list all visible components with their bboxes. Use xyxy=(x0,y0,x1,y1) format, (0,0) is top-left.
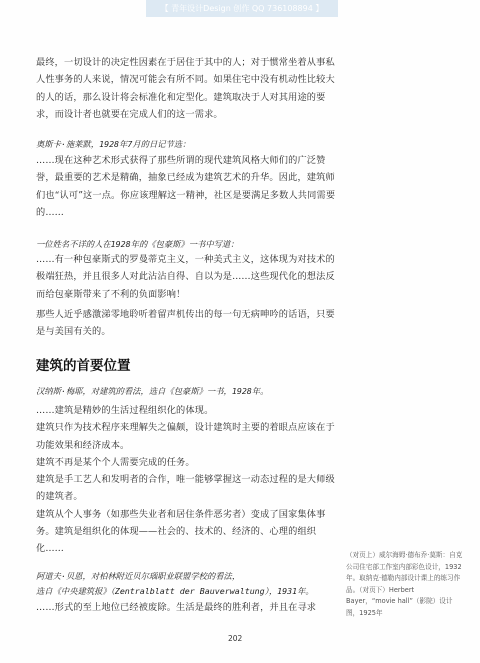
quote-schlemmer-heading: 奥斯卡·施莱默，1928年7月的日记节选： xyxy=(36,139,191,149)
page-number: 202 xyxy=(228,634,243,643)
quote-schlemmer-body: ……现在这种艺术形式获得了那些所谓的现代建筑风格大师们的广泛赞誉，最重要的艺术是精确，抽象已经成为建筑艺术的升华。因此，建筑师们也“认可”这一点。你应该理解这一精神，社区是要满足多数人共同需要的…… xyxy=(36,155,336,218)
quote-meyer-body xyxy=(36,402,336,558)
quote-anonymous-body: ……有一种包豪斯式的罗曼蒂克主义，一种美式主义，这体现为对技术的极端狂热，并且很多人对此沾沾自得、自以为是……这些现代化的想法反而给包豪斯带来了不利的负面影响！ xyxy=(36,254,335,300)
quote-behne-heading-line1: 阿道夫·贝恩，对柏林附近贝尔瑙职业联盟学校的看法， xyxy=(36,571,241,581)
intro-paragraph: 最终，一切设计的决定性因素在于居住于其中的人；对于惯常坐着从事私人性事务的人来说，情况可能会有所不同。如果住宅中没有机动性比较大的人的话，那么设计将会标准化和定型化。建筑取决于人对其用途的要求，而设计者也就要在完成人们的这一需求。 xyxy=(36,57,335,120)
watermark-banner: 【 青年设计Design 创作 QQ 736108894 】 xyxy=(146,0,338,17)
meyer-line: 建筑不再是某个个人需要完成的任务。 xyxy=(36,456,195,468)
quote-behne-body: ……形式的至上地位已经被废除。生活是最终的胜利者，并且在寻求 xyxy=(36,602,317,613)
figure-caption: （对页上）威尔海姆·德布乔·莫斯：自克公司住宅部工作室内部彩色设计，1932年。取纳克·德勒内部设计课上的练习作品。（对页下）Herbert Bayer，“movie hall”（影院）设计图，1925年 xyxy=(346,551,463,617)
meyer-line: 建筑只作为技术程序来理解失之偏颇，设计建筑时主要的着眼点应该在于功能效果和经济成本。 xyxy=(36,422,335,451)
quote-anonymous-heading: 一位姓名不详的人在1928年的《包豪斯》一书中写道： xyxy=(36,239,239,249)
meyer-line: 建筑是手工艺人和发明者的合作，唯一能够掌握这一动态过程的是大师级的建筑者。 xyxy=(36,474,335,503)
quote-behne-heading-line2: 选自《中央建筑报》（Zentralblatt der Bauverwaltung），1931年。 xyxy=(36,586,314,596)
quote-meyer-heading: 汉纳斯·梅耶，对建筑的看法，选自《包豪斯》一书，1928年。 xyxy=(36,386,269,396)
quote-anonymous-body-2: 那些人近乎感激涕零地聆听着留声机传出的每一句无病呻吟的话语，只要是与美国有关的。 xyxy=(36,309,335,338)
meyer-line: 建筑从个人事务（如那些失业者和居住条件恶劣者）变成了国家集体事务。建筑是组织化的体现——社会的、技术的、经济的、心理的组织化…… xyxy=(36,508,326,555)
meyer-line: ……建筑是精妙的生活过程组织化的体现。 xyxy=(36,405,214,416)
section-title: 建筑的首要位置 xyxy=(36,358,131,374)
